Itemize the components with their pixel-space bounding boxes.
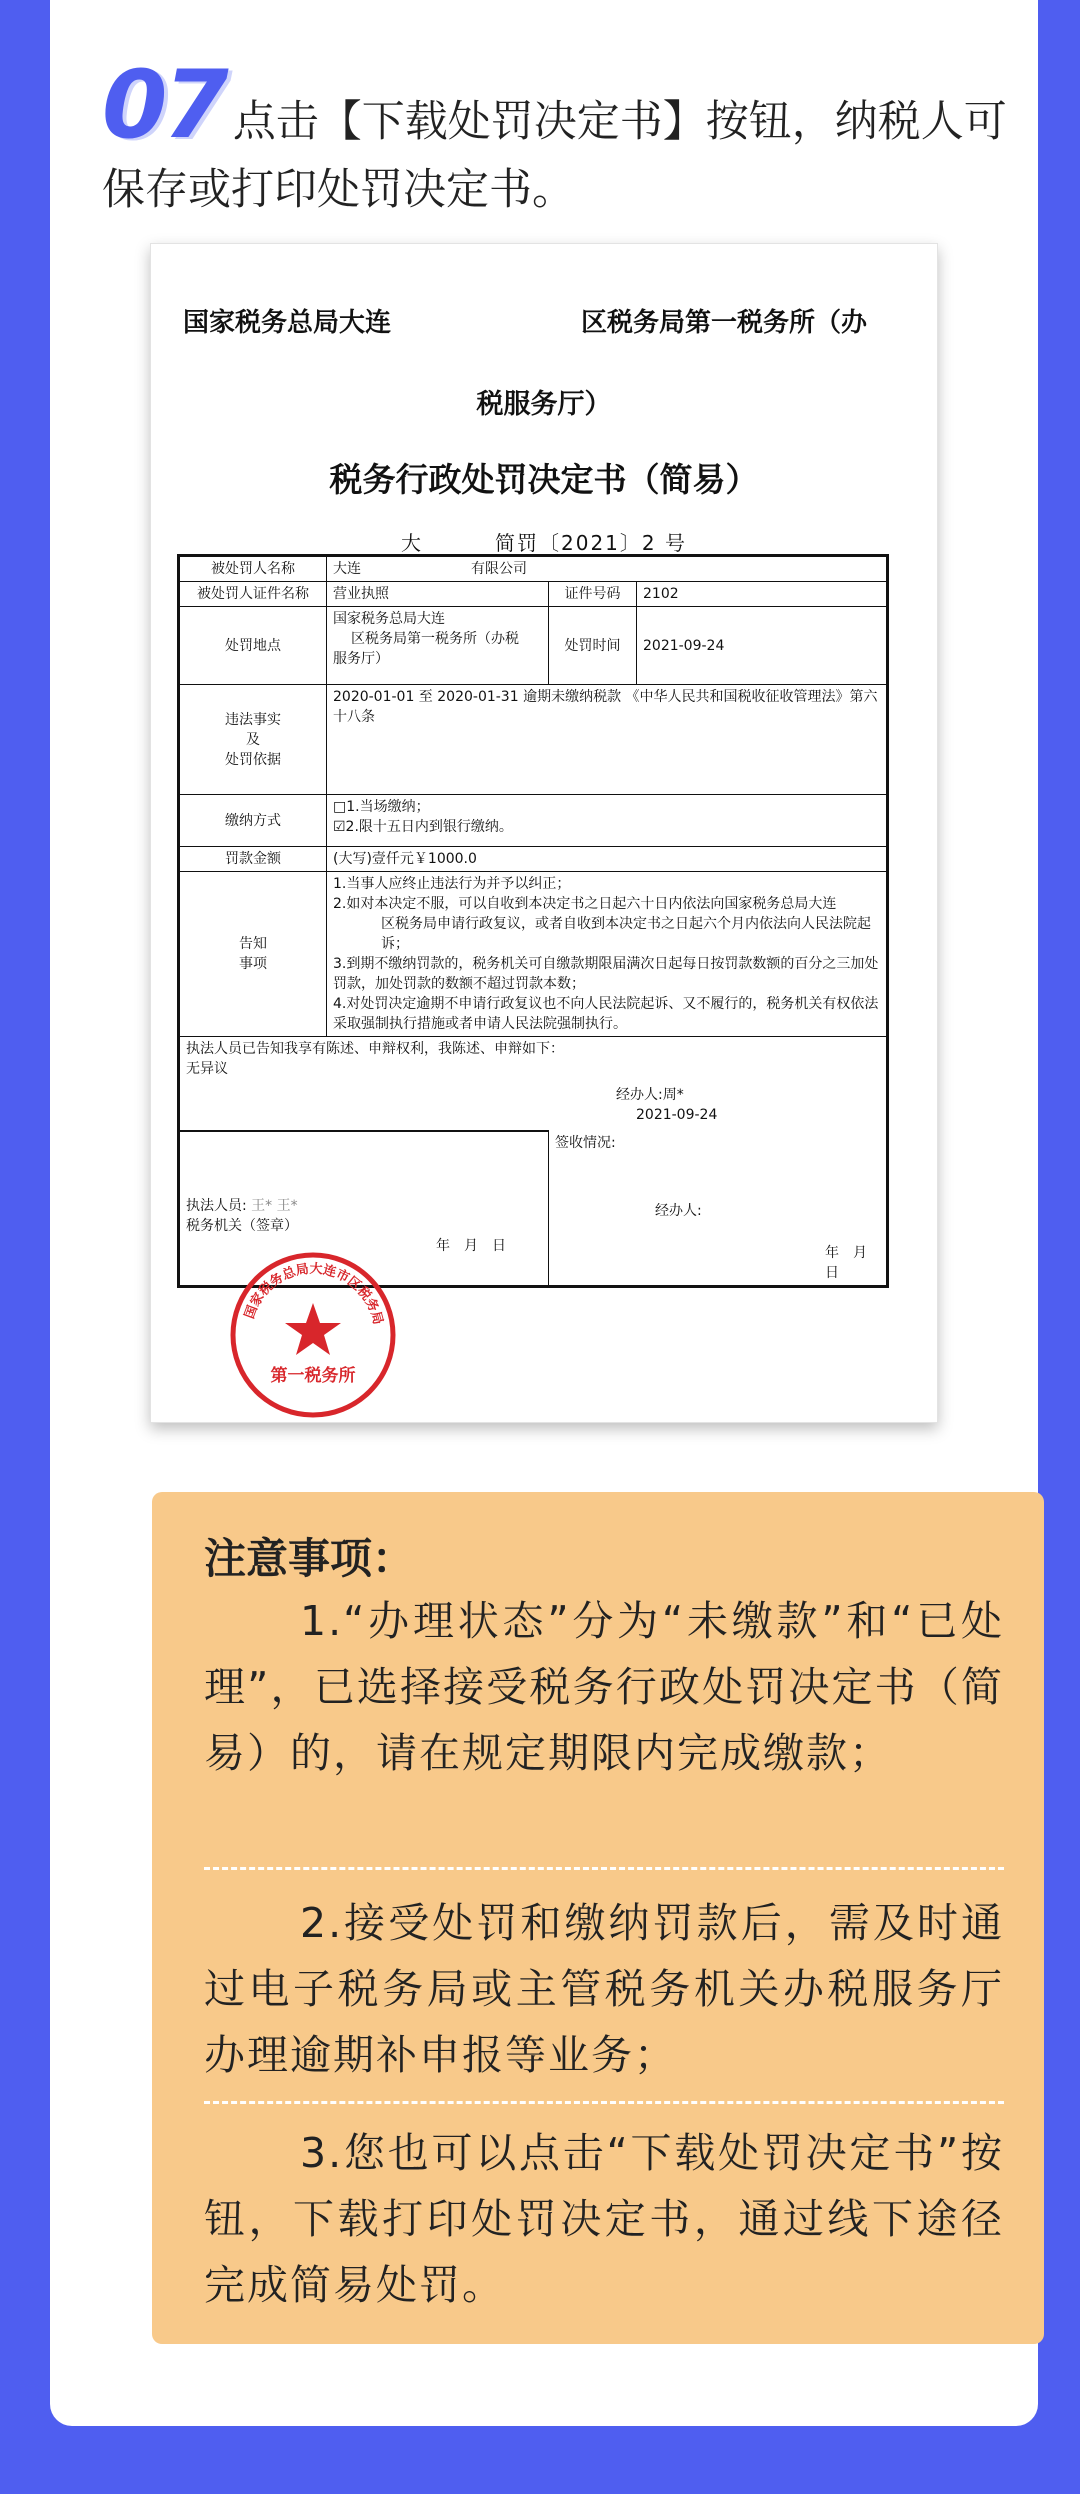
official-seal-stamp <box>227 1249 399 1421</box>
receipt-cell <box>549 1131 888 1287</box>
notice-label: 事项 <box>239 956 267 972</box>
table-row <box>179 582 888 607</box>
step-heading <box>102 51 1032 224</box>
table-label: 罚款金额 <box>179 847 327 872</box>
table-row <box>179 607 888 685</box>
note-divider <box>204 1867 1004 1870</box>
table-label: 处罚时间 <box>549 607 637 685</box>
table-label: 被处罚人证件名称 <box>179 582 327 607</box>
step-number: 07 <box>102 51 225 160</box>
notice-item: 4.对处罚决定逾期不申请行政复议也不向人民法院起诉、又不履行的，税务机关有权依法采取强制执行措施或者申请人民法院强制执行。 <box>333 996 879 1032</box>
notes-box <box>152 1492 1044 2344</box>
table-value: 2020-01-01 至 2020-01-31 逾期未缴纳税款 《中华人民共和国税收征收管理法》第六十八条 <box>327 685 888 795</box>
stamp-ring-text: 国家税务总局大连市区税务局 <box>242 1261 386 1327</box>
officer-label: 执法人员: <box>186 1197 247 1214</box>
notice-label: 告知 <box>239 936 267 952</box>
table-label <box>179 685 327 795</box>
content-card <box>50 0 1038 2426</box>
table-row <box>179 872 888 1037</box>
office-name-line2: 税服务厅） <box>476 389 612 420</box>
handler-name: 经办人:周* <box>616 1087 684 1103</box>
notice-item: 2.如对本决定不服，可以自收到本决定书之日起六十日内依法向国家税务总局大连 <box>333 896 837 912</box>
penalized-name-b: 有限公司 <box>471 561 527 577</box>
penalized-name-a: 大连 <box>333 561 361 577</box>
notice-item: 区税务局申请行政复议，或者自收到本决定书之日起六个月内依法向人民法院起诉； <box>381 916 871 952</box>
table-label: 处罚地点 <box>179 607 327 685</box>
officer-value: 王* 王* <box>251 1197 298 1214</box>
note-divider <box>204 2101 1004 2104</box>
payment-option: ☑2.限十五日内到银行缴纳。 <box>333 819 513 835</box>
statement-cell <box>179 1037 888 1131</box>
location-line: 区税务局第一税务所（办税 <box>351 631 519 647</box>
step-instruction: 点击【下载处罚决定书】按钮，纳税人可保存或打印处罚决定书。 <box>102 97 1007 215</box>
table-row <box>179 1037 888 1131</box>
facts-label: 处罚依据 <box>225 751 281 768</box>
receipt-label: 签收情况: <box>555 1134 616 1151</box>
statement-text: 执法人员已告知我享有陈述、申辩权利，我陈述、申辩如下： <box>186 1041 564 1057</box>
location-line: 国家税务总局大连 <box>333 611 445 627</box>
document-number-prefix: 大 <box>401 531 423 555</box>
table-label: 被处罚人名称 <box>179 556 327 582</box>
table-label: 缴纳方式 <box>179 795 327 847</box>
document-title: 税务行政处罚决定书（简易） <box>329 460 759 499</box>
table-value: (大写)壹仟元￥1000.0 <box>327 847 888 872</box>
table-row <box>179 685 888 795</box>
note-item: 2.接受处罚和缴纳罚款后，需及时通过电子税务局或主管税务机关办税服务厅办理逾期补申报等业务； <box>204 1899 1004 2079</box>
table-value <box>327 872 888 1037</box>
handler-date: 2021-09-24 <box>636 1107 718 1123</box>
notice-item: 3.到期不缴纳罚款的，税务机关可自缴款期限届满次日起每日按罚款数额的百分之三加处罚款，加处罚款的数额不超过罚款本数； <box>333 956 879 992</box>
table-label: 证件号码 <box>549 582 637 607</box>
date-right: 年 月 日 <box>825 1244 881 1281</box>
officer-line <box>186 1196 542 1216</box>
note-item: 1.“办理状态”分为“未缴款”和“已处理”，已选择接受税务行政处罚决定书（简易）的，请在规定期限内完成缴款； <box>204 1597 1004 1777</box>
facts-label: 违法事实 <box>225 711 281 728</box>
table-value <box>327 556 888 582</box>
facts-label: 及 <box>246 731 260 748</box>
stamp-center-text: 第一税务所 <box>270 1366 356 1386</box>
payment-option: □1.当场缴纳； <box>333 799 430 815</box>
table-row <box>179 847 888 872</box>
table-row <box>179 795 888 847</box>
table-row <box>179 556 888 582</box>
document-number <box>401 527 687 556</box>
date-left: 年 月 日 <box>436 1237 506 1254</box>
location-line: 服务厅） <box>333 651 389 667</box>
table-label <box>179 872 327 1037</box>
authority-label: 税务机关（签章） <box>186 1217 298 1234</box>
table-value <box>327 607 549 685</box>
document-number-text: 简罚〔2021〕2 号 <box>495 531 687 555</box>
penalty-decision-document <box>150 243 938 1423</box>
table-value: 营业执照 <box>327 582 549 607</box>
notes-title: 注意事项： <box>204 1534 415 1583</box>
handler-label-2: 经办人: <box>655 1202 702 1219</box>
statement-value: 无异议 <box>186 1061 228 1077</box>
stamp-star-icon <box>285 1303 341 1355</box>
decision-table <box>177 554 889 1288</box>
office-name-left: 国家税务总局大连 <box>183 308 392 338</box>
table-value <box>327 795 888 847</box>
table-value: 2102 <box>637 582 888 607</box>
note-item: 3.您也可以点击“下载处罚决定书”按钮，下载打印处罚决定书，通过线下途径完成简易处罚。 <box>204 2129 1004 2309</box>
notice-item: 1.当事人应终止违法行为并予以纠正； <box>333 876 571 892</box>
office-name-right: 区税务局第一税务所（办 <box>581 308 868 338</box>
table-value: 2021-09-24 <box>637 607 888 685</box>
